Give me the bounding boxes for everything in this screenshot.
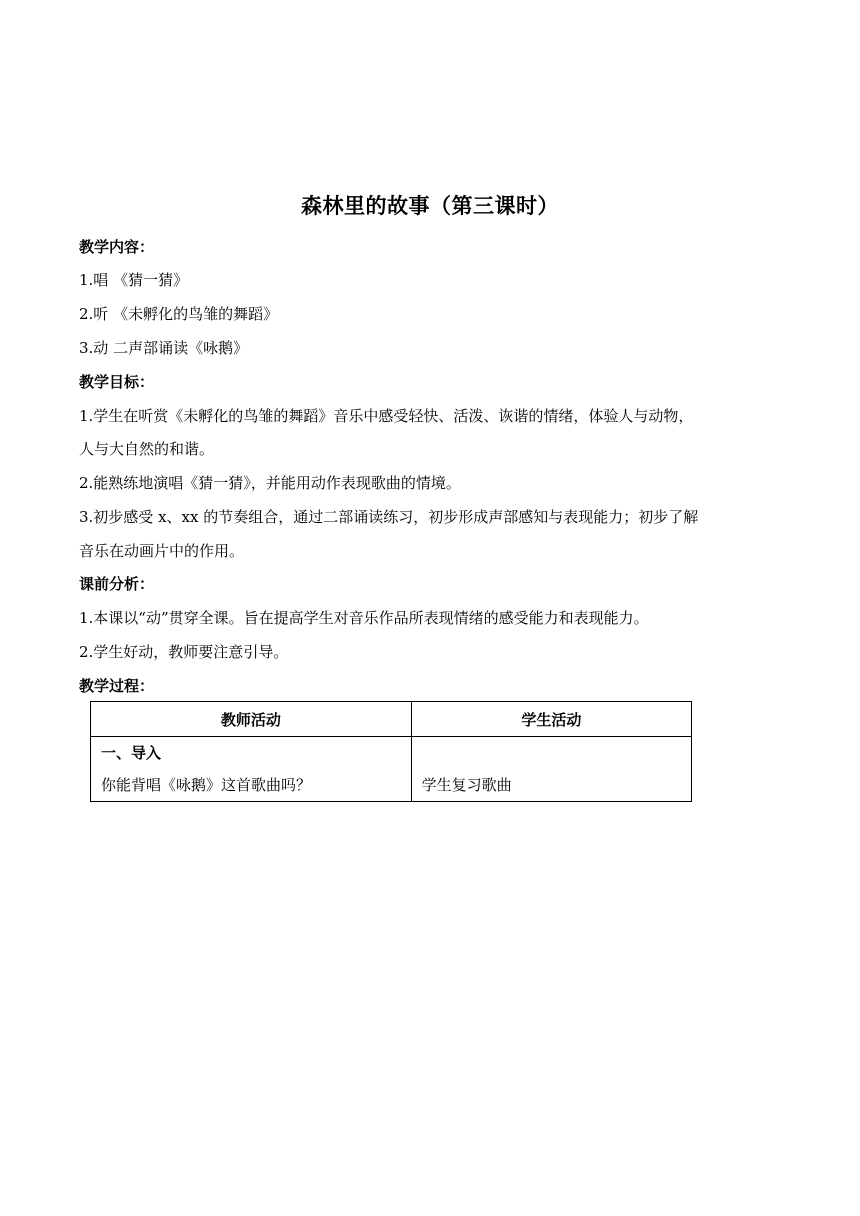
goal-item-1-line-1: 1.学生在听赏《未孵化的鸟雏的舞蹈》音乐中感受轻快、活泼、诙谐的情绪，体验人与动物，: [79, 407, 694, 425]
table-header-student: 学生活动: [411, 702, 691, 737]
content-item-listen: 2.听 《未孵化的鸟雏的舞蹈》: [79, 305, 279, 323]
teacher-step-title: 一、导入: [101, 744, 162, 762]
goal-item-3-line-1: 3.初步感受 x、xx 的节奏组合，通过二部诵读练习，初步形成声部感知与表现能力；初步了解: [79, 508, 699, 526]
document-title: 森林里的故事（第三课时）: [301, 194, 559, 218]
content-item-move: 3.动 二声部诵读《咏鹅》: [79, 339, 249, 357]
section-heading-analysis: 课前分析：: [79, 575, 155, 593]
goal-item-3-line-2: 音乐在动画片中的作用。: [79, 542, 245, 560]
section-heading-goals: 教学目标：: [79, 373, 155, 391]
analysis-item-1: 1.本课以“动”贯穿全课。旨在提高学生对音乐作品所表现情绪的感受能力和表现能力。: [79, 609, 649, 627]
teacher-step-text: 你能背唱《咏鹅》这首歌曲吗？: [101, 776, 312, 794]
table-header-teacher: 教师活动: [91, 702, 412, 737]
student-step-text: 学生复习歌曲: [421, 776, 512, 794]
goal-item-1-line-2: 人与大自然的和谐。: [79, 440, 215, 458]
content-item-sing: 1.唱 《猜一猜》: [79, 271, 189, 289]
table-header-row: [91, 702, 692, 737]
table-row: [91, 737, 692, 802]
table-cell-teacher: [91, 737, 412, 802]
table-cell-student: [411, 737, 691, 802]
teaching-process-table: [90, 701, 692, 802]
section-heading-content: 教学内容：: [79, 238, 155, 256]
section-heading-process: 教学过程：: [79, 677, 155, 695]
analysis-item-2: 2.学生好动，教师要注意引导。: [79, 643, 289, 661]
student-step-spacer: [412, 737, 691, 769]
goal-item-2: 2.能熟练地演唱《猜一猜》，并能用动作表现歌曲的情境。: [79, 474, 461, 492]
